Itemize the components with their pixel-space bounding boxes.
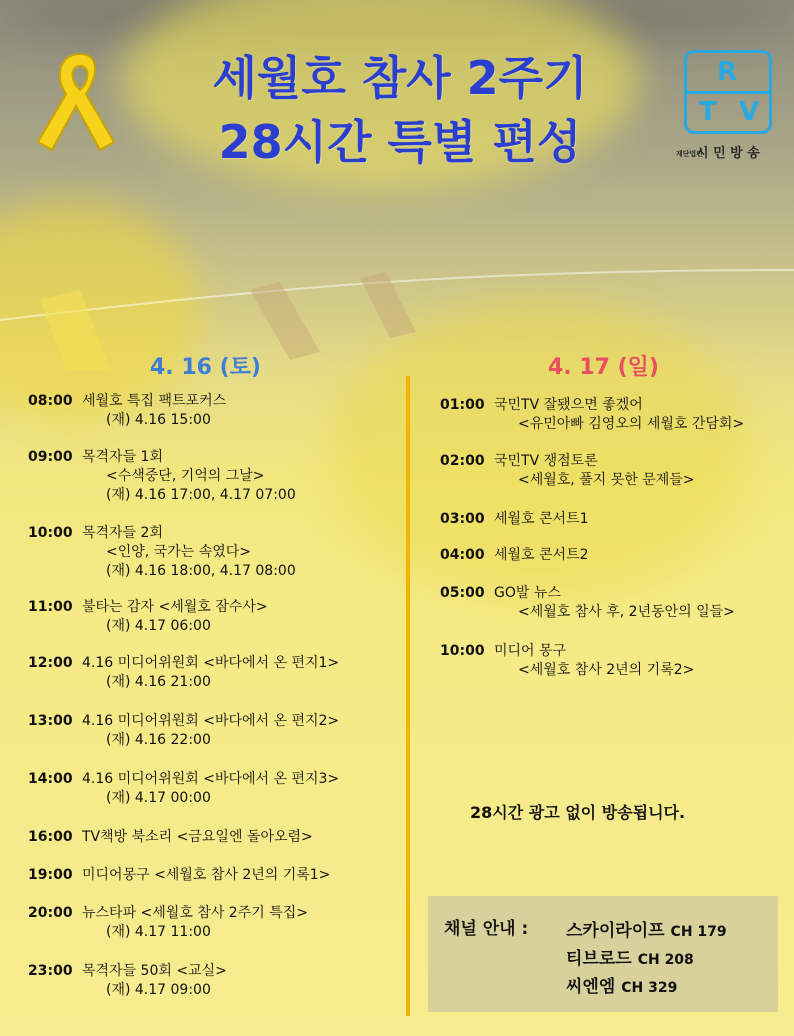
channel-number: CH 208 bbox=[637, 952, 694, 968]
entry-time: 10:00 bbox=[28, 525, 73, 541]
logo-letter-v: V bbox=[739, 97, 760, 127]
entry-time: 12:00 bbox=[28, 655, 73, 671]
logo-letter-t: T bbox=[699, 97, 717, 127]
entry-rerun: (재) 4.16 21:00 bbox=[106, 674, 211, 690]
entry-title: 미디어 몽구 bbox=[494, 643, 567, 659]
entry-title: 세월호 특집 팩트포커스 bbox=[82, 393, 227, 409]
entry-rerun: (재) 4.16 17:00, 4.17 07:00 bbox=[106, 487, 296, 503]
schedule-entry bbox=[28, 448, 296, 505]
channel-item bbox=[566, 916, 727, 941]
rtv-logo bbox=[676, 50, 786, 170]
yellow-ribbon-icon bbox=[30, 46, 122, 156]
day2-heading: 4. 17 (일) bbox=[548, 355, 659, 380]
logo-org-type: 재단법인 bbox=[676, 149, 704, 158]
channel-number: CH 329 bbox=[621, 980, 678, 996]
logo-frame bbox=[684, 50, 772, 134]
channel-item bbox=[566, 944, 694, 969]
entry-title: 4.16 미디어위원회 <바다에서 온 편지3> bbox=[82, 771, 340, 787]
entry-time: 23:00 bbox=[28, 963, 73, 979]
schedule-entry bbox=[440, 452, 695, 490]
channel-item bbox=[566, 972, 677, 997]
entry-rerun: (재) 4.17 11:00 bbox=[106, 924, 211, 940]
entry-title: 미디어몽구 <세월호 참사 2년의 기록1> bbox=[82, 867, 331, 883]
entry-title: 세월호 콘서트1 bbox=[494, 511, 589, 527]
channel-number: CH 179 bbox=[670, 924, 727, 940]
title-line-1: 세월호 참사 2주기 bbox=[212, 51, 588, 105]
entry-subtitle: <인양, 국가는 속였다> bbox=[106, 544, 252, 560]
entry-title: 불타는 감자 <세월호 잠수사> bbox=[82, 599, 268, 615]
entry-rerun: (재) 4.16 22:00 bbox=[106, 732, 211, 748]
logo-org-name: 시 민 방 송 bbox=[696, 146, 760, 161]
entry-time: 14:00 bbox=[28, 771, 73, 787]
schedule-entry bbox=[440, 396, 744, 434]
channel-label: 채널 안내 : bbox=[444, 919, 529, 939]
entry-time: 10:00 bbox=[440, 643, 485, 659]
entry-time: 19:00 bbox=[28, 867, 73, 883]
entry-title: 국민TV 잘됐으면 좋겠어 bbox=[494, 397, 643, 413]
entry-subtitle: <세월호, 풀지 못한 문제들> bbox=[518, 472, 695, 488]
title-line-2: 28시간 특별 편성 bbox=[218, 115, 582, 169]
schedule-entry bbox=[28, 866, 330, 885]
entry-time: 09:00 bbox=[28, 449, 73, 465]
entry-time: 20:00 bbox=[28, 905, 73, 921]
entry-time: 03:00 bbox=[440, 511, 485, 527]
channel-name: 티브로드 bbox=[566, 949, 632, 969]
entry-subtitle: <수색중단, 기억의 그날> bbox=[106, 468, 265, 484]
schedule-entry bbox=[440, 510, 589, 529]
entry-subtitle: <유민아빠 김영오의 세월호 간담회> bbox=[518, 416, 745, 432]
logo-letter-r: R bbox=[717, 57, 738, 87]
schedule-entry bbox=[440, 546, 589, 565]
schedule-entry bbox=[28, 524, 296, 581]
clothesline-decoration bbox=[0, 250, 794, 370]
no-ads-notice: 28시간 광고 없이 방송됩니다. bbox=[470, 803, 686, 822]
day1-heading: 4. 16 (토) bbox=[150, 355, 261, 380]
entry-rerun: (재) 4.16 15:00 bbox=[106, 412, 211, 428]
schedule-entry bbox=[28, 962, 227, 1000]
schedule-entry bbox=[440, 584, 735, 622]
channel-info-box bbox=[428, 896, 778, 1012]
entry-time: 11:00 bbox=[28, 599, 73, 615]
entry-title: GO발 뉴스 bbox=[494, 585, 561, 601]
entry-time: 08:00 bbox=[28, 393, 73, 409]
schedule-entry bbox=[28, 654, 339, 692]
logo-divider bbox=[687, 91, 769, 94]
entry-subtitle: <세월호 참사 후, 2년동안의 일들> bbox=[518, 604, 735, 620]
entry-time: 16:00 bbox=[28, 829, 73, 845]
entry-rerun: (재) 4.16 18:00, 4.17 08:00 bbox=[106, 563, 296, 579]
entry-time: 04:00 bbox=[440, 547, 485, 563]
entry-time: 13:00 bbox=[28, 713, 73, 729]
schedule-entry bbox=[28, 712, 339, 750]
logo-org bbox=[676, 142, 786, 161]
schedule-entry bbox=[440, 642, 694, 680]
entry-title: 뉴스타파 <세월호 참사 2주기 특집> bbox=[82, 905, 308, 921]
entry-title: 세월호 콘서트2 bbox=[494, 547, 589, 563]
schedule-entry bbox=[28, 598, 268, 636]
entry-time: 02:00 bbox=[440, 453, 485, 469]
poster-title bbox=[150, 46, 650, 174]
entry-title: 4.16 미디어위원회 <바다에서 온 편지2> bbox=[82, 713, 340, 729]
entry-title: 목격자들 1회 bbox=[82, 449, 163, 465]
schedule-entry bbox=[28, 904, 308, 942]
entry-rerun: (재) 4.17 06:00 bbox=[106, 618, 211, 634]
entry-title: 목격자들 50회 <교실> bbox=[82, 963, 227, 979]
entry-time: 05:00 bbox=[440, 585, 485, 601]
schedule-entry bbox=[28, 770, 339, 808]
channel-name: 스카이라이프 bbox=[566, 921, 665, 941]
entry-time: 01:00 bbox=[440, 397, 485, 413]
entry-title: 국민TV 쟁점토론 bbox=[494, 453, 598, 469]
entry-title: TV책방 북소리 <금요일엔 돌아오렴> bbox=[82, 829, 313, 845]
schedule-entry bbox=[28, 828, 313, 847]
entry-title: 목격자들 2회 bbox=[82, 525, 163, 541]
entry-subtitle: <세월호 참사 2년의 기록2> bbox=[518, 662, 695, 678]
entry-rerun: (재) 4.17 09:00 bbox=[106, 982, 211, 998]
entry-title: 4.16 미디어위원회 <바다에서 온 편지1> bbox=[82, 655, 340, 671]
entry-rerun: (재) 4.17 00:00 bbox=[106, 790, 211, 806]
channel-name: 씨엔엠 bbox=[566, 977, 616, 997]
column-divider bbox=[406, 376, 410, 1016]
schedule-entry bbox=[28, 392, 226, 430]
